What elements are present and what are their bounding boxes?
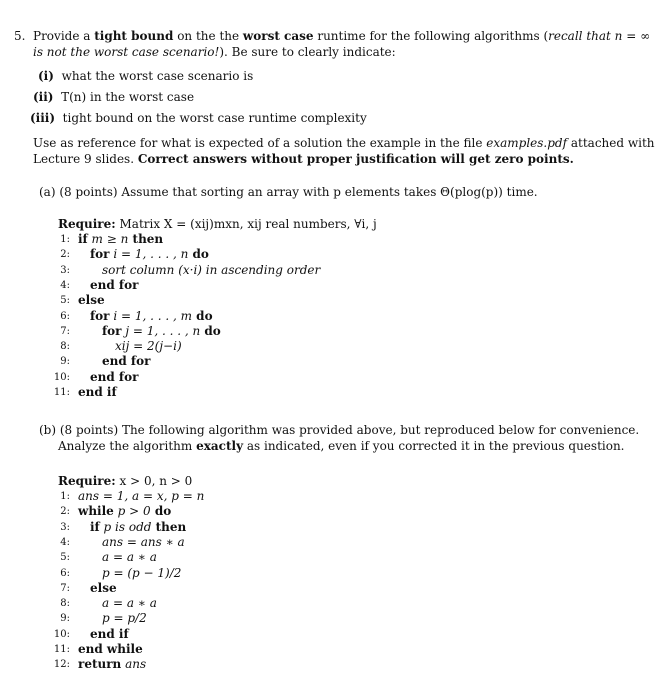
reference-text: Use as reference for what is expected of a solution the example in the file: [33, 136, 487, 150]
keyword: for: [90, 247, 110, 262]
expression: p = (p − 1)/2: [102, 565, 182, 580]
keyword: then: [151, 519, 187, 534]
part-b-require: [58, 473, 192, 489]
keyword: do: [200, 323, 221, 338]
keyword: do: [188, 247, 209, 262]
algorithm-line: [102, 354, 150, 369]
expression: j = 1, . . . , n: [121, 323, 201, 338]
list-item-iii: [30, 110, 367, 126]
line-number: 3:: [60, 521, 70, 533]
keyword: while: [78, 504, 114, 519]
line-number: 8:: [60, 598, 70, 610]
heading-text: as indicated, even if you corrected it in the previous question.: [243, 439, 625, 453]
algorithm-line: [78, 489, 204, 504]
intro-text: ). Be sure to clearly indicate:: [219, 45, 396, 59]
line-number: 5:: [60, 552, 70, 564]
reference-text: Lecture 9 slides.: [33, 152, 138, 166]
keyword: if: [90, 519, 100, 534]
part-b-heading-line2: [58, 438, 625, 454]
line-number: 6:: [60, 567, 70, 579]
keyword: end for: [102, 354, 151, 369]
keyword: do: [192, 308, 213, 323]
keyword: for: [102, 323, 122, 338]
item-label: (i): [38, 69, 54, 83]
line-number: 9:: [60, 613, 70, 625]
reference-file: examples.pdf: [486, 136, 568, 150]
keyword: else: [90, 580, 117, 595]
algorithm-line: [90, 581, 117, 596]
item-text: T(n) in the worst case: [61, 90, 195, 104]
algorithm-line: [90, 278, 138, 293]
expression: m ≥ n: [87, 232, 129, 246]
line-number: 12:: [53, 659, 70, 671]
expression: a = a ∗ a: [102, 596, 157, 611]
intro-tight-bound: tight bound: [94, 29, 174, 43]
line-number: 1:: [60, 491, 70, 502]
line-number: 11:: [53, 644, 70, 655]
keyword: end for: [90, 369, 139, 384]
part-a-heading: (a) (8 points) Assume that sorting an array with p elements takes Θ(plog(p)) time.: [39, 185, 538, 199]
expression: a = a ∗ a: [102, 550, 157, 565]
list-item-ii: [33, 89, 194, 105]
expression: ans: [121, 657, 147, 672]
line-number: 5:: [60, 295, 70, 307]
keyword: then: [128, 232, 164, 246]
reference-warning: Correct answers without proper justification will get zero points.: [137, 152, 574, 166]
item-text: tight bound on the worst case runtime complexity: [62, 111, 367, 125]
item-label: (ii): [33, 90, 54, 104]
algorithm-line: [90, 370, 138, 385]
line-number: 2:: [60, 249, 70, 261]
algorithm-line: [102, 263, 320, 278]
keyword: end if: [90, 626, 129, 641]
line-number: 2:: [60, 506, 70, 518]
keyword: end for: [90, 277, 139, 292]
line-number: 1:: [60, 234, 70, 245]
reference-line2: [33, 151, 574, 167]
expression: ans = 1, a = x, p = n: [78, 489, 205, 503]
reference-text: attached with: [567, 136, 655, 150]
keyword: do: [150, 504, 172, 519]
algorithm-line: [78, 642, 143, 657]
list-item-i: [38, 68, 253, 84]
require-text: Matrix X = (xij)mxn, xij real numbers, ∀i, j: [119, 217, 377, 231]
line-number: 9:: [60, 356, 70, 368]
reference-line1: [33, 135, 655, 151]
keyword: for: [90, 308, 110, 323]
keyword: end if: [78, 385, 117, 399]
expression: p is odd: [99, 519, 152, 534]
algorithm-line: [102, 550, 157, 565]
algorithm-line: [90, 520, 186, 535]
line-number: 10:: [53, 628, 70, 640]
line-number: 8:: [60, 341, 70, 353]
line-number: 4:: [60, 279, 70, 291]
require-label: Require:: [58, 217, 116, 231]
expression: xij = 2(j−i): [115, 339, 182, 354]
algorithm-line: [78, 504, 171, 519]
algorithm-line: [78, 657, 146, 672]
expression: i = 1, . . . , n: [109, 247, 189, 262]
keyword: return: [78, 657, 122, 672]
line-number: 6:: [60, 310, 70, 322]
expression: i = 1, . . . , m: [109, 308, 192, 323]
question-number: 5.: [14, 29, 26, 43]
require-text: x > 0, n > 0: [119, 474, 193, 488]
intro-text: Provide a: [33, 29, 95, 43]
expression: ans = ans ∗ a: [102, 534, 185, 549]
intro-worst-case: worst case: [242, 29, 314, 43]
algorithm-line: [78, 232, 163, 247]
algorithm-line: [90, 627, 129, 642]
intro-recall: recall that n = ∞: [548, 29, 651, 43]
question-intro-line2: [33, 44, 396, 60]
line-number: 3:: [60, 264, 70, 276]
item-text: what the worst case scenario is: [61, 69, 254, 83]
expression: p = p/2: [102, 611, 147, 626]
line-number: 10:: [53, 371, 70, 383]
algorithm-line: [102, 611, 147, 626]
algorithm-line: [90, 247, 209, 262]
algorithm-line: [78, 385, 117, 400]
line-number: 11:: [53, 387, 70, 398]
expression: p > 0: [113, 504, 151, 519]
algorithm-line: [102, 324, 221, 339]
part-b-heading-line1: (b) (8 points) The following algorithm was provided above, but reproduced below for convenience.: [39, 423, 640, 437]
require-label: Require:: [58, 474, 116, 488]
line-number: 7:: [60, 582, 70, 594]
algorithm-line: [78, 293, 105, 308]
algorithm-line: [102, 566, 181, 581]
item-label: (iii): [30, 111, 56, 125]
line-number: 7:: [60, 325, 70, 337]
keyword: if: [78, 232, 88, 246]
keyword: else: [78, 293, 105, 308]
algorithm-line: [115, 339, 182, 354]
part-a-require: [58, 216, 377, 232]
line-number: 4:: [60, 536, 70, 548]
heading-exactly: exactly: [196, 439, 244, 453]
intro-text: runtime for the following algorithms (: [313, 29, 549, 43]
heading-text: Analyze the algorithm: [58, 439, 197, 453]
algorithm-line: [90, 309, 213, 324]
algorithm-line: [102, 535, 185, 550]
algorithm-line: [102, 596, 157, 611]
intro-not-worst: is not the worst case scenario!: [33, 45, 220, 59]
keyword: end while: [78, 642, 143, 656]
question-intro-line1: [33, 28, 650, 44]
intro-text: on the the: [173, 29, 243, 43]
expression: sort column (x·i) in ascending order: [102, 262, 321, 277]
